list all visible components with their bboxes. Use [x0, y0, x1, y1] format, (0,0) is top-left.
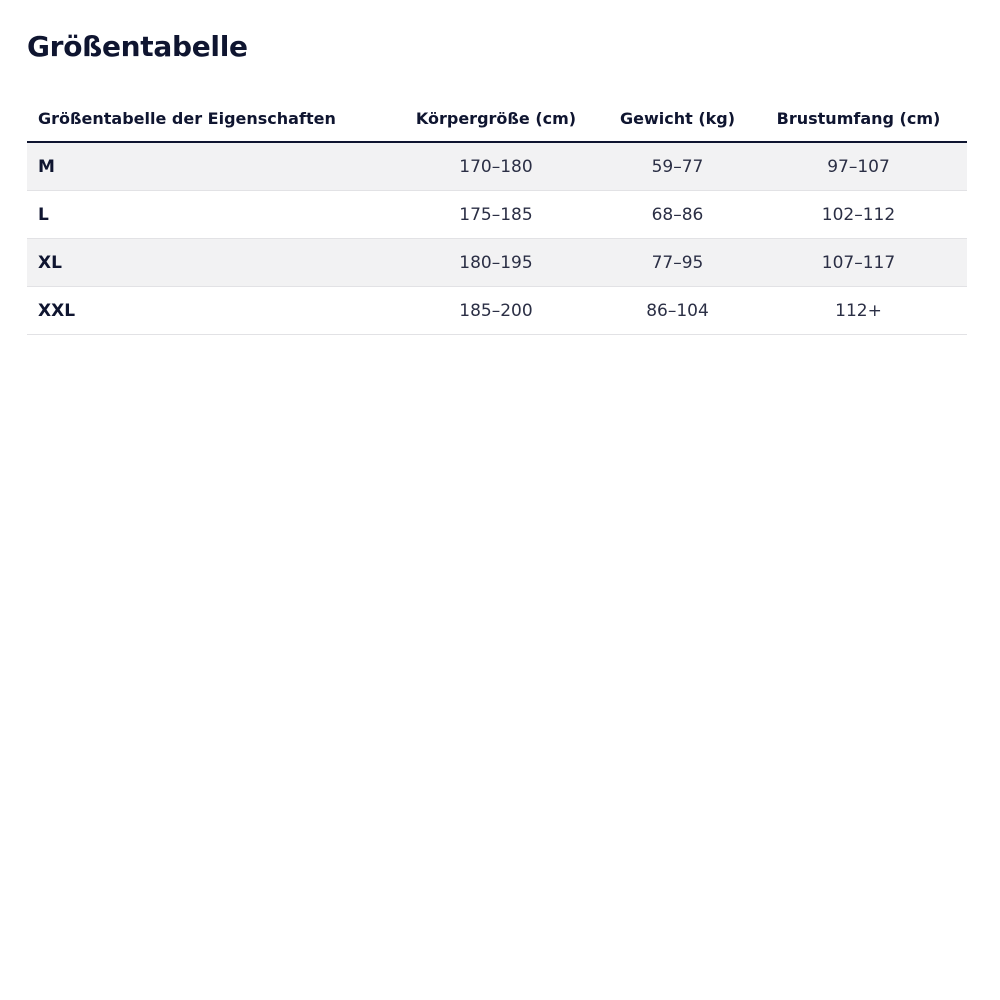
table-row — [27, 142, 967, 191]
chest-cell: 102–112 — [750, 191, 967, 239]
header-properties: Größentabelle der Eigenschaften — [27, 95, 387, 142]
height-cell: 185–200 — [387, 287, 605, 335]
size-table — [27, 95, 967, 335]
page-title: Größentabelle — [27, 30, 248, 63]
height-cell: 170–180 — [387, 142, 605, 191]
height-cell: 175–185 — [387, 191, 605, 239]
size-label: XXL — [27, 287, 387, 335]
header-chest: Brustumfang (cm) — [750, 95, 967, 142]
size-label: L — [27, 191, 387, 239]
table-row — [27, 239, 967, 287]
table-row — [27, 191, 967, 239]
size-label: XL — [27, 239, 387, 287]
weight-cell: 77–95 — [605, 239, 750, 287]
weight-cell: 68–86 — [605, 191, 750, 239]
chest-cell: 97–107 — [750, 142, 967, 191]
chest-cell: 112+ — [750, 287, 967, 335]
header-row — [27, 95, 967, 142]
header-weight: Gewicht (kg) — [605, 95, 750, 142]
table-body — [27, 142, 967, 335]
table-header — [27, 95, 967, 142]
weight-cell: 59–77 — [605, 142, 750, 191]
size-label: M — [27, 142, 387, 191]
height-cell: 180–195 — [387, 239, 605, 287]
weight-cell: 86–104 — [605, 287, 750, 335]
header-body-height: Körpergröße (cm) — [387, 95, 605, 142]
chest-cell: 107–117 — [750, 239, 967, 287]
table-row — [27, 287, 967, 335]
